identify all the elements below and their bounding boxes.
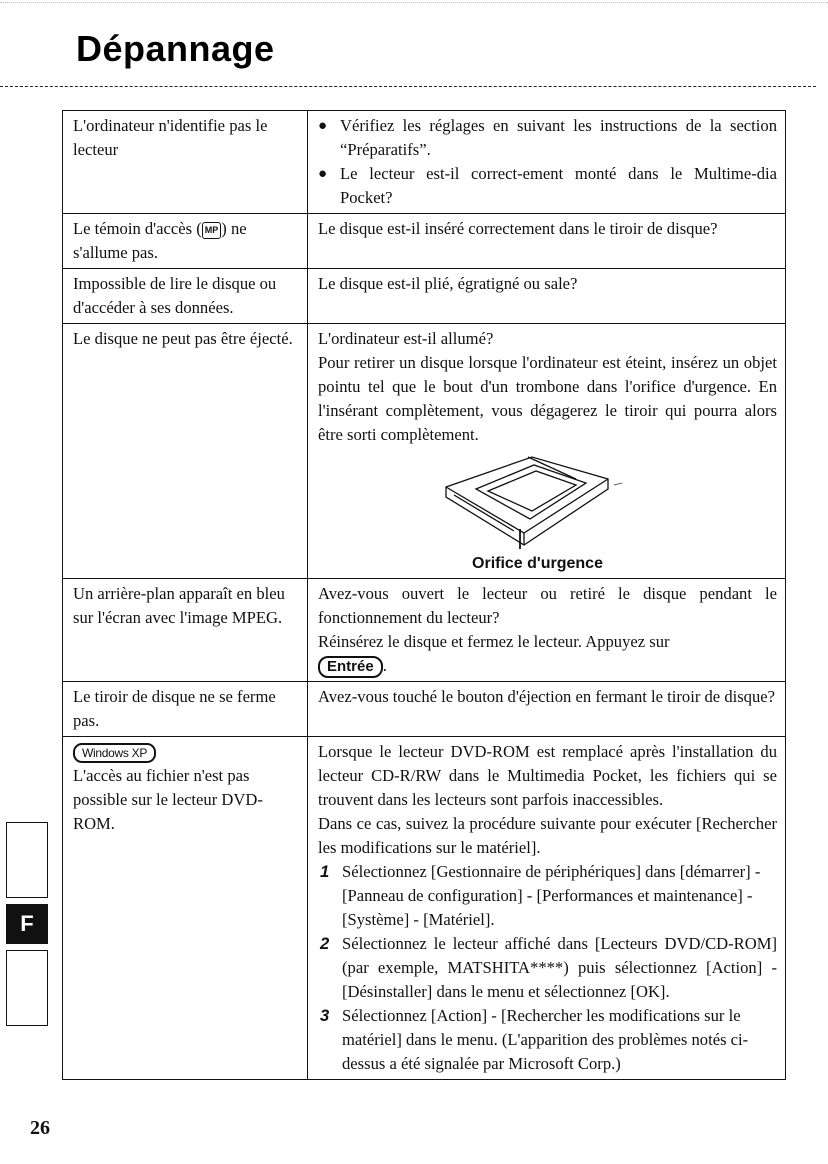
- problem-cell: [63, 269, 308, 324]
- solution-cell: [308, 111, 786, 214]
- procedure-step: [318, 932, 777, 1004]
- step-text: Sélectionnez [Action] - [Rechercher les modifications sur le matériel] dans le menu. (L'apparition des problèmes notés ci-dessus a été signalée par Microsoft Corp.): [342, 1006, 749, 1073]
- title-rule: [0, 86, 816, 87]
- table-row: [63, 111, 786, 214]
- problem-text: Impossible de lire le disque ou d'accéder à ses données.: [73, 274, 277, 317]
- solution-cell: [308, 737, 786, 1080]
- bullet-icon: ●: [318, 166, 328, 182]
- solution-text: Avez-vous touché le bouton d'éjection en fermant le tiroir de disque?: [318, 687, 776, 706]
- side-tab-blank-upper: [6, 822, 48, 898]
- solution-text: Avez-vous ouvert le lecteur ou retiré le disque pendant le fonctionnement du lecteur?: [318, 584, 777, 627]
- procedure-step: [318, 1004, 777, 1076]
- cd-drive-illustration: [318, 449, 777, 553]
- step-text: Sélectionnez le lecteur affiché dans [Lecteurs DVD/CD-ROM] (par exemple, MATSHITA****) puis sélectionnez [Action] - [Désinstaller] dans le menu et sélectionnez [OK].: [342, 934, 777, 1001]
- solution-text: Le disque est-il inséré correctement dans le tiroir de disque?: [318, 219, 718, 238]
- step-number: 1: [320, 862, 330, 881]
- problem-text: L'ordinateur n'identifie pas le lecteur: [73, 116, 268, 159]
- problem-text-end: ) ne s'allume pas.: [73, 219, 247, 262]
- table-row: [63, 737, 786, 1080]
- key-suffix: .: [382, 656, 387, 675]
- table-row: [63, 214, 786, 269]
- enter-key-icon: Entrée: [318, 656, 383, 678]
- solution-text: Lorsque le lecteur DVD-ROM est remplacé après l'installation du lecteur CD-R/RW dans le Multimedia Pocket, les fichiers qui se trouvent dans les lecteurs sont parfois inaccessibles.: [318, 742, 777, 809]
- bullet-item: [318, 162, 777, 210]
- drive-drawing: [436, 449, 626, 553]
- figure-caption: Orifice d'urgence: [472, 555, 603, 572]
- problem-text: Le disque ne peut pas être éjecté.: [73, 329, 293, 348]
- problem-cell: [63, 579, 308, 682]
- side-tab-blank-lower: [6, 950, 48, 1026]
- bullet-text: Vérifiez les réglages en suivant les instructions de la section “Préparatifs”.: [340, 116, 777, 159]
- problem-text-start: Le témoin d'accès (: [73, 219, 202, 238]
- table-row: [63, 682, 786, 737]
- problem-cell: [63, 111, 308, 214]
- windows-xp-badge: Windows XP: [73, 743, 156, 763]
- table-row: [63, 324, 786, 579]
- page-title: Dépannage: [76, 28, 275, 69]
- solution-text: L'ordinateur est-il allumé?: [318, 329, 494, 348]
- top-edge-dots: [0, 2, 828, 3]
- solution-cell: [308, 324, 786, 579]
- step-number: 2: [320, 934, 330, 953]
- bullet-text: Le lecteur est-il correct-ement monté dans le Multime-dia Pocket?: [340, 164, 777, 207]
- solution-cell: [308, 214, 786, 269]
- page-number: 26: [30, 1117, 50, 1139]
- solution-cell: [308, 682, 786, 737]
- solution-cell: [308, 579, 786, 682]
- solution-text: Réinsérez le disque et fermez le lecteur. Appuyez sur: [318, 632, 670, 651]
- side-tab-language: F: [6, 904, 48, 944]
- problem-cell: [63, 737, 308, 1080]
- bullet-icon: ●: [318, 118, 328, 134]
- solution-text: Pour retirer un disque lorsque l'ordinateur est éteint, insérez un objet pointu tel que le bout d'un trombone dans l'orifice d'urgence. En l'insérant complètement, vous dégagerez le tiroir qui pourra alors être sorti complètement.: [318, 353, 777, 444]
- table-row: [63, 269, 786, 324]
- problem-text: Le tiroir de disque ne se ferme pas.: [73, 687, 276, 730]
- problem-text: Un arrière-plan apparaît en bleu sur l'écran avec l'image MPEG.: [73, 584, 285, 627]
- problem-text: L'accès au fichier n'est pas possible sur le lecteur DVD-ROM.: [73, 766, 263, 833]
- solution-text: Dans ce cas, suivez la procédure suivante pour exécuter [Rechercher les modifications sur le matériel].: [318, 814, 777, 857]
- bullet-item: [318, 114, 777, 162]
- problem-cell: [63, 214, 308, 269]
- solution-text: Le disque est-il plié, égratigné ou sale?: [318, 274, 578, 293]
- problem-cell: [63, 324, 308, 579]
- troubleshooting-table: [62, 110, 786, 1080]
- solution-cell: [308, 269, 786, 324]
- table-row: [63, 579, 786, 682]
- procedure-step: [318, 860, 777, 932]
- step-number: 3: [320, 1006, 330, 1025]
- mp-access-indicator-icon: MP: [202, 222, 222, 239]
- step-text: Sélectionnez [Gestionnaire de périphériques] dans [démarrer] - [Panneau de configuration] - [Performances et maintenance] - [Système] - [Matériel].: [342, 862, 761, 929]
- problem-cell: [63, 682, 308, 737]
